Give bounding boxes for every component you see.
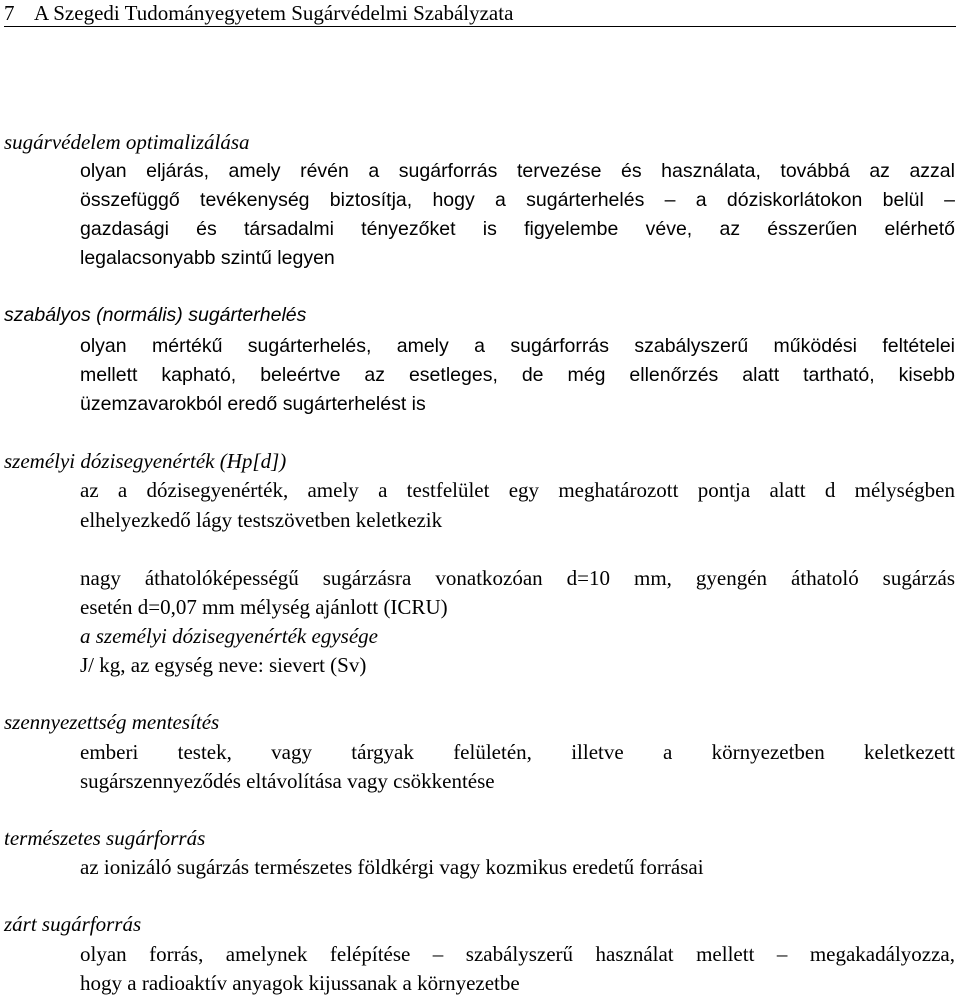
page-number: 7 (4, 1, 15, 25)
definition-line: elhelyezkedő lágy testszövetben keletkezik (80, 508, 443, 532)
definition-line: olyan mértékű sugárterhelés, amely a sugárforrás szabályszerű működési feltételei (80, 335, 955, 357)
definition-line: összefüggő tevékenység biztosítja, hogy a sugárterhelés – a dóziskorlátokon belül – (80, 189, 955, 211)
term-heading: természetes sugárforrás (4, 826, 206, 850)
definition-line: mellett kapható, beleértve az esetleges, de még ellenőrzés alatt tartható, kisebb (80, 364, 955, 386)
definition-line: legalacsonyabb szintű legyen (80, 247, 335, 269)
unit-subheading: a személyi dózisegyenérték egysége (80, 624, 378, 648)
term-heading: szennyezettség mentesítés (4, 710, 220, 734)
definition-line: az ionizáló sugárzás természetes földkérgi vagy kozmikus eredetű forrásai (80, 855, 704, 879)
document-title: A Szegedi Tudományegyetem Sugárvédelmi Szabályzata (34, 1, 514, 25)
page-header (4, 0, 956, 27)
definition-line: J/ kg, az egység neve: sievert (Sv) (80, 653, 367, 677)
term-heading: személyi dózisegyenérték (Hp[d]) (4, 449, 287, 473)
definition-line: emberi testek, vagy tárgyak felületén, illetve a környezetben keletkezett (80, 740, 955, 764)
definition-line: esetén d=0,07 mm mélység ajánlott (ICRU) (80, 595, 448, 619)
definition-line: az a dózisegyenérték, amely a testfelület egy meghatározott pontja alatt d mélységben (80, 478, 955, 502)
definition-line: nagy áthatolóképességű sugárzásra vonatkozóan d=10 mm, gyengén áthatoló sugárzás (80, 566, 955, 590)
definition-line: olyan forrás, amelynek felépítése – szabályszerű használat mellett – megakadályozza, (80, 942, 955, 966)
definition-line: gazdasági és társadalmi tényezőket is figyelembe véve, az ésszerűen elérhető (80, 218, 955, 240)
definition-line: hogy a radioaktív anyagok kijussanak a környezetbe (80, 971, 520, 995)
term-heading: szabályos (normális) sugárterhelés (4, 304, 307, 326)
term-heading: sugárvédelem optimalizálása (4, 130, 250, 154)
definition-line: sugárszennyeződés eltávolítása vagy csökkentése (80, 769, 495, 793)
definition-line: olyan eljárás, amely révén a sugárforrás tervezése és használata, továbbá az azzal (80, 160, 955, 182)
definition-line: üzemzavarokból eredő sugárterhelést is (80, 393, 426, 415)
term-heading: zárt sugárforrás (4, 912, 142, 936)
